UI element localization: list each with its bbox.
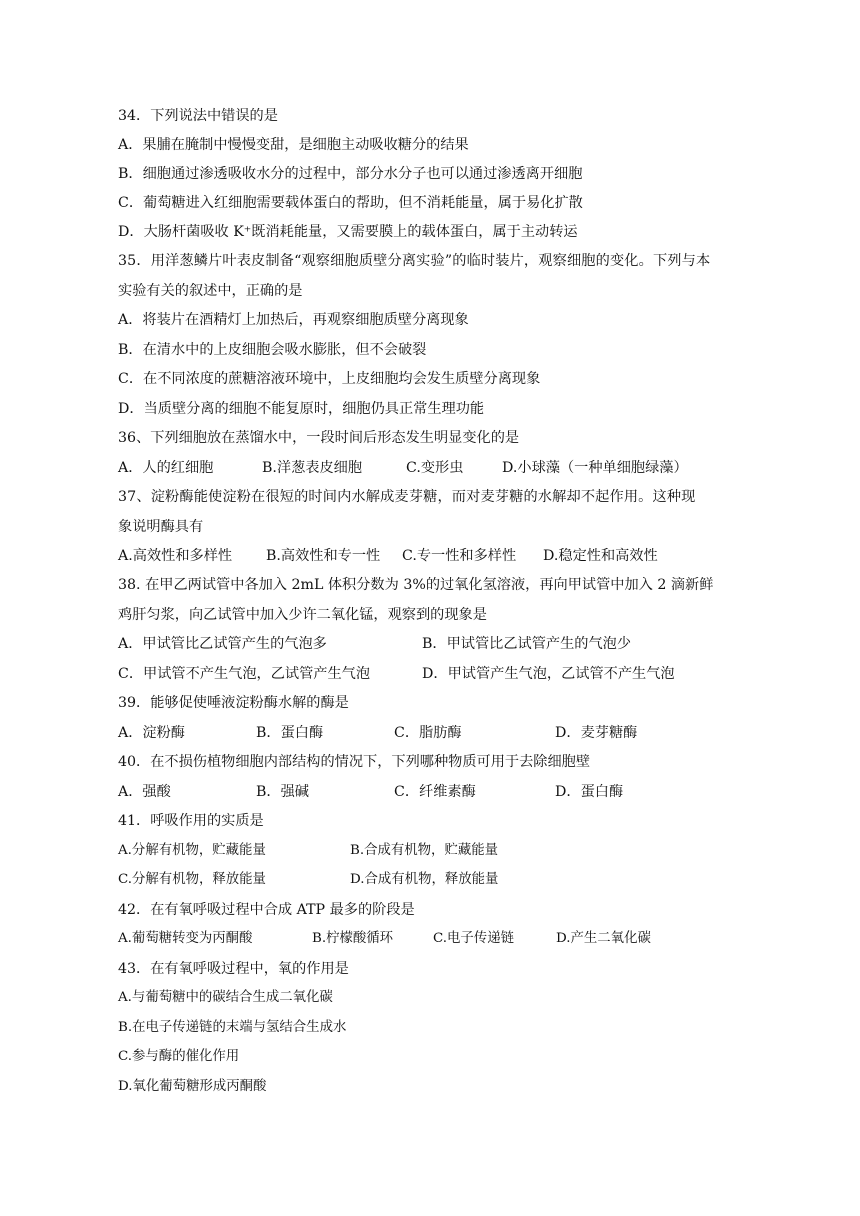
- question-35-option-a: A．将装片在酒精灯上加热后，再观察细胞质壁分离现象: [118, 312, 469, 328]
- question-39-option-a: A．淀粉酶: [118, 725, 185, 741]
- question-41-stem: 41．呼吸作用的实质是: [118, 813, 264, 829]
- question-40-stem: 40．在不损伤植物细胞内部结构的情况下，下列哪种物质可用于去除细胞壁: [118, 754, 591, 770]
- question-39-stem: 39．能够促使唾液淀粉酶水解的酶是: [118, 695, 349, 711]
- question-37-option-a: A.高效性和多样性: [118, 548, 233, 564]
- question-37-option-d: D.稳定性和高效性: [543, 548, 658, 564]
- question-35-stem-line-1: 35．用洋葱鳞片叶表皮制备“观察细胞质壁分离实验”的临时装片，观察细胞的变化。下列与本: [118, 253, 711, 269]
- question-42-stem: 42．在有氧呼吸过程中合成 ATP 最多的阶段是: [118, 902, 415, 918]
- question-38-option-b: B．甲试管比乙试管产生的气泡少: [422, 636, 632, 652]
- question-43-option-b: B.在电子传递链的末端与氢结合生成水: [118, 1020, 347, 1035]
- question-36-option-c: C.变形虫: [406, 460, 464, 476]
- question-35-option-b: B．在清水中的上皮细胞会吸水膨胀，但不会破裂: [118, 342, 427, 358]
- question-43-stem: 43．在有氧呼吸过程中，氧的作用是: [118, 961, 349, 977]
- question-34-option-a: A．果脯在腌制中慢慢变甜，是细胞主动吸收糖分的结果: [118, 137, 469, 153]
- question-42-option-d: D.产生二氧化碳: [556, 931, 651, 946]
- question-40-option-b: B．强碱: [256, 784, 309, 800]
- question-42-option-a: A.葡萄糖转变为丙酮酸: [118, 931, 253, 946]
- question-37-stem-line-2: 象说明酶具有: [118, 519, 204, 535]
- question-36-option-d: D.小球藻（一种单细胞绿藻）: [502, 460, 688, 476]
- question-37-stem-line-1: 37、淀粉酶能使淀粉在很短的时间内水解成麦芽糖，而对麦芽糖的水解却不起作用。这种现: [118, 489, 696, 505]
- question-40-option-c: C．纤维素酶: [394, 784, 476, 800]
- question-43-option-d: D.氧化葡萄糖形成丙酮酸: [118, 1079, 267, 1094]
- question-38-option-d: D．甲试管产生气泡，乙试管不产生气泡: [422, 666, 675, 682]
- question-36-stem: 36、下列细胞放在蒸馏水中，一段时间后形态发生明显变化的是: [118, 430, 520, 446]
- question-36-option-a: A．人的红细胞: [118, 460, 214, 476]
- question-40-option-d: D．蛋白酶: [555, 784, 624, 800]
- question-39-option-c: C．脂肪酶: [394, 725, 462, 741]
- question-35-option-c: C．在不同浓度的蔗糖溶液环境中，上皮细胞均会发生质壁分离现象: [118, 371, 541, 387]
- question-34-option-c: C．葡萄糖进入红细胞需要载体蛋白的帮助，但不消耗能量，属于易化扩散: [118, 195, 583, 211]
- question-41-option-b: B.合成有机物，贮藏能量: [350, 843, 499, 858]
- question-35-stem-line-2: 实验有关的叙述中，正确的是: [118, 283, 303, 299]
- question-41-option-a: A.分解有机物，贮藏能量: [118, 843, 266, 858]
- question-34-stem: 34．下列说法中错误的是: [118, 108, 278, 124]
- question-39-option-d: D．麦芽糖酶: [555, 725, 638, 741]
- question-34-option-d: D．大肠杆菌吸收 K⁺既消耗能量，又需要膜上的载体蛋白，属于主动转运: [118, 224, 578, 240]
- question-42-option-c: C.电子传递链: [433, 931, 514, 946]
- question-43-option-c: C.参与酶的催化作用: [118, 1049, 240, 1064]
- question-37-option-c: C.专一性和多样性: [402, 548, 517, 564]
- question-37-option-b: B.高效性和专一性: [266, 548, 381, 564]
- question-39-option-b: B．蛋白酶: [256, 725, 324, 741]
- question-43-option-a: A.与葡萄糖中的碳结合生成二氧化碳: [118, 990, 333, 1005]
- question-38-option-c: C．甲试管不产生气泡，乙试管产生气泡: [118, 666, 371, 682]
- question-35-option-d: D．当质壁分离的细胞不能复原时，细胞仍具正常生理功能: [118, 401, 485, 417]
- question-38-stem-line-2: 鸡肝匀浆，向乙试管中加入少许二氧化锰，观察到的现象是: [118, 607, 487, 623]
- question-42-option-b: B.柠檬酸循环: [312, 931, 394, 946]
- question-34-option-b: B．细胞通过渗透吸收水分的过程中，部分水分子也可以通过渗透离开细胞: [118, 166, 583, 182]
- question-38-stem-line-1: 38. 在甲乙两试管中各加入 2mL 体积分数为 3%的过氧化氢溶液，再向甲试管中加入 2 滴新鲜: [118, 577, 714, 593]
- question-38-option-a: A．甲试管比乙试管产生的气泡多: [118, 636, 327, 652]
- question-41-option-d: D.合成有机物，释放能量: [350, 872, 499, 887]
- question-36-option-b: B.洋葱表皮细胞: [262, 460, 363, 476]
- question-40-option-a: A．强酸: [118, 784, 171, 800]
- question-41-option-c: C.分解有机物，释放能量: [118, 872, 266, 887]
